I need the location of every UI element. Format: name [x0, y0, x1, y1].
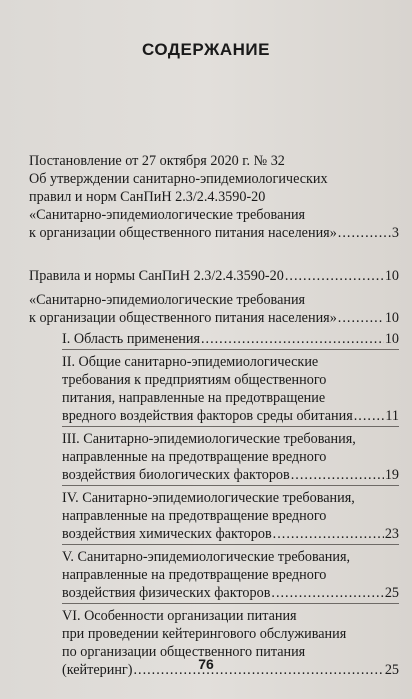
page-number: 76	[198, 656, 214, 672]
toc-page-number: 25	[384, 662, 399, 678]
toc-entry-line: «Санитарно-эпидемиологические требования	[29, 207, 306, 223]
dot-leader	[271, 584, 383, 602]
toc-entry-line: к организации общественного питания населения»	[29, 225, 337, 241]
toc-entry-resolution	[29, 152, 399, 242]
toc-entry-line: III. Санитарно-эпидемиологические требования,	[62, 431, 356, 447]
toc-entry-rules	[29, 267, 399, 285]
toc-entry-section-3	[62, 430, 399, 486]
toc-entry-line: воздействия биологических факторов	[62, 467, 290, 483]
toc-entry-line: «Санитарно-эпидемиологические требования	[29, 292, 306, 308]
divider	[62, 426, 399, 427]
toc-entry-section-5	[62, 548, 399, 604]
dot-leader	[285, 267, 384, 285]
toc-entry-line: направленные на предотвращение вредного	[62, 567, 327, 583]
toc-entry-line: вредного воздействия факторов среды обитания	[62, 408, 353, 424]
toc-entry-section-4	[62, 489, 399, 545]
toc-page-number: 3	[391, 225, 399, 241]
dot-leader	[338, 309, 384, 327]
toc-entry-line: правил и норм СанПиН 2.3/2.4.3590-20	[29, 189, 266, 205]
dot-leader	[354, 407, 385, 425]
toc-entry-line: I. Область применения	[62, 331, 200, 347]
toc-entry-line: VI. Особенности организации питания	[62, 608, 297, 624]
page-heading: СОДЕРЖАНИЕ	[142, 40, 270, 59]
toc-entry-line: требования к предприятиям общественного	[62, 372, 327, 388]
toc-entry-line: воздействия химических факторов	[62, 526, 272, 542]
dot-leader	[338, 224, 391, 242]
divider	[62, 603, 399, 604]
toc-entry-line: при проведении кейтерингового обслуживания	[62, 626, 347, 642]
table-of-contents	[29, 152, 399, 679]
toc-page-number: 10	[384, 331, 399, 347]
toc-entry-line: V. Санитарно-эпидемиологические требования,	[62, 549, 351, 565]
toc-entry-requirements	[29, 291, 399, 327]
dot-leader	[201, 330, 384, 348]
toc-page-number: 23	[384, 526, 399, 542]
toc-entry-line: Об утверждении санитарно-эпидемиологических	[29, 171, 328, 187]
dot-leader	[291, 466, 384, 484]
toc-entry-line: питания, направленные на предотвращение	[62, 390, 326, 406]
toc-page-number: 25	[384, 585, 399, 601]
toc-entry-line: к организации общественного питания населения»	[29, 310, 337, 326]
toc-entry-section-1	[62, 330, 399, 350]
toc-page-number: 19	[384, 467, 399, 483]
toc-entry-line: направленные на предотвращение вредного	[62, 449, 327, 465]
toc-entry-line: (кейтеринг)	[62, 662, 133, 678]
toc-entry-line: Постановление от 27 октября 2020 г. № 32	[29, 153, 285, 169]
divider	[62, 485, 399, 486]
dot-leader	[273, 525, 384, 543]
divider	[62, 544, 399, 545]
toc-entry-section-2	[62, 353, 399, 427]
toc-entry-line: II. Общие санитарно-эпидемиологические	[62, 354, 319, 370]
toc-page-number: 11	[385, 408, 399, 424]
toc-entry-line: Правила и нормы СанПиН 2.3/2.4.3590-20	[29, 268, 284, 284]
toc-page-number: 10	[384, 310, 399, 326]
toc-page-number: 10	[384, 268, 399, 284]
toc-entry-line: IV. Санитарно-эпидемиологические требования,	[62, 490, 355, 506]
divider	[62, 349, 399, 350]
toc-entry-line: воздействия физических факторов	[62, 585, 271, 601]
toc-entry-line: направленные на предотвращение вредного	[62, 508, 327, 524]
toc-entry-line: по организации общественного питания	[62, 644, 306, 660]
